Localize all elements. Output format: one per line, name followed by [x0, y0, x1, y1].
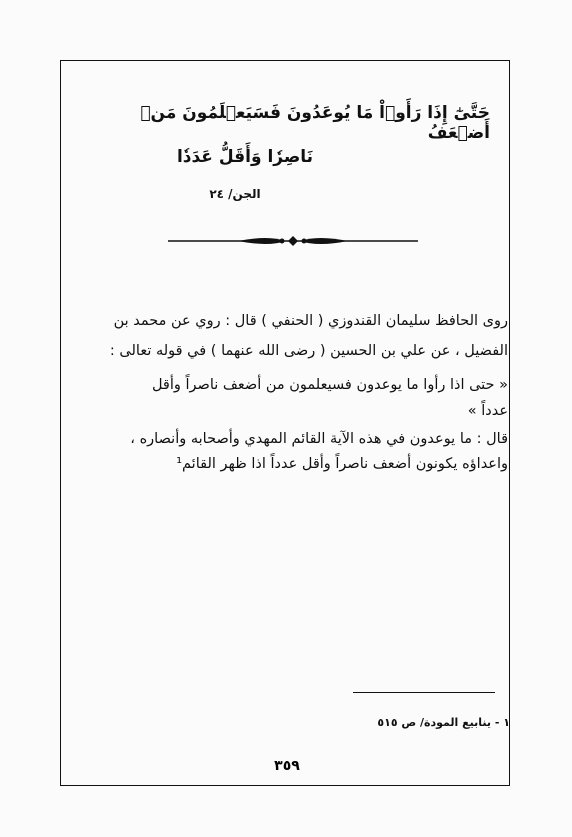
page-frame — [60, 60, 510, 786]
page-number: ٣٥٩ — [274, 758, 300, 774]
body-text-line: واعداؤه يكونون أضعف ناصراً وأقل عدداً اذا ظهر القائم¹ — [176, 456, 508, 472]
footnote: ١ - ينابيع المودة/ ص ٥١٥ — [377, 716, 510, 729]
body-text-line: قال : ما يوعدون في هذه الآية القائم المهدي وأصحابه وأنصاره ، — [130, 431, 508, 447]
ornament-divider-icon — [168, 234, 418, 248]
verse-reference: الجن/ ٢٤ — [209, 187, 261, 201]
body-text-line: « حتى اذا رأوا ما يوعدون فسيعلمون من أضعف ناصراً وأقل — [151, 377, 508, 393]
body-text-line: روى الحافظ سليمان القندوزي ( الحنفي ) قال : روي عن محمد بن — [113, 313, 508, 329]
body-text-line: عدداً » — [467, 403, 508, 419]
footnote-separator — [353, 692, 495, 693]
quran-verse-line-1: حَتَّىٰٓ إِذَا رَأَوۡاْ مَا يُوعَدُونَ فَسَيَعۡلَمُونَ مَنۡ أَضۡعَفُ — [140, 103, 490, 143]
body-text-line: الفضيل ، عن علي بن الحسين ( رضى الله عنهما ) في قوله تعالى : — [109, 343, 508, 359]
quran-verse-line-2: نَاصِرٗا وَأَقَلُّ عَدَدٗا — [176, 147, 314, 167]
